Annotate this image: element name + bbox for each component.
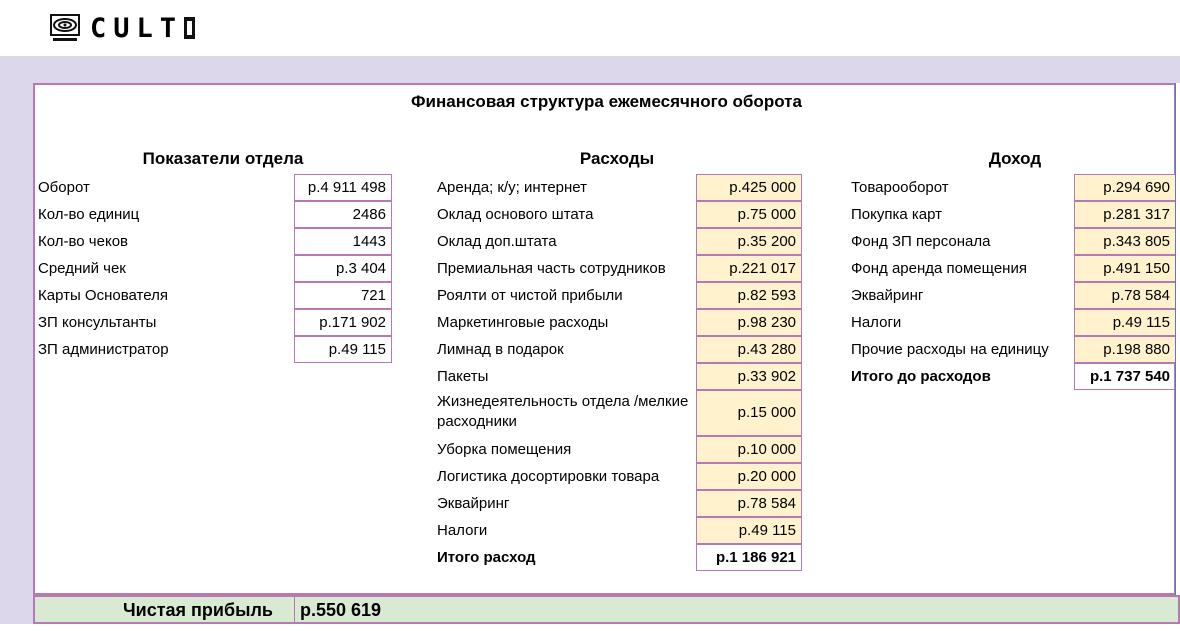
income-heading: Доход — [988, 149, 1042, 168]
department-heading: Показатели отдела — [142, 149, 304, 168]
department-row-value[interactable]: р.3 404 — [294, 255, 392, 282]
department-row-value[interactable]: 1443 — [294, 228, 392, 255]
expenses-row-label: Логистика досортировки товара — [437, 468, 660, 485]
department-row-label: Средний чек — [38, 260, 126, 277]
expenses-row-label: Аренда; к/у; интернет — [437, 179, 588, 196]
expenses-row-value[interactable]: р.78 584 — [696, 490, 802, 517]
expenses-row-label: Жизнедеятельность отдела /мелкие расходники — [437, 393, 689, 430]
expenses-row-value[interactable]: р.82 593 — [696, 282, 802, 309]
income-row-label: Налоги — [851, 314, 902, 331]
expenses-row-label: Налоги — [437, 522, 488, 539]
income-row-value[interactable]: р.281 317 — [1074, 201, 1176, 228]
income-total-label: Итого до расходов — [851, 368, 991, 385]
income-row-value[interactable]: р.491 150 — [1074, 255, 1176, 282]
income-row-label: Прочие расходы на единицу — [851, 341, 1049, 358]
department-row-value[interactable]: р.49 115 — [294, 336, 392, 363]
net-profit-value[interactable]: р.550 619 — [300, 600, 382, 620]
financial-sheet — [33, 83, 1176, 595]
expenses-row-label: Уборка помещения — [437, 441, 572, 458]
expenses-row-value[interactable]: р.43 280 — [696, 336, 802, 363]
department-row-label: ЗП администратор — [38, 341, 169, 358]
expenses-row-value[interactable]: р.98 230 — [696, 309, 802, 336]
income-row-value[interactable]: р.49 115 — [1074, 309, 1176, 336]
income-row-label: Покупка карт — [851, 206, 942, 223]
department-row-label: ЗП консультанты — [38, 314, 157, 331]
sheet-edge — [1175, 83, 1180, 595]
expenses-row-label: Эквайринг — [437, 495, 510, 512]
expenses-heading: Расходы — [579, 149, 655, 168]
department-row-label: Кол-во чеков — [38, 233, 129, 250]
net-profit-divider — [294, 597, 295, 622]
bottom-strip — [0, 624, 1180, 631]
income-row-value[interactable]: р.294 690 — [1074, 174, 1176, 201]
expenses-row-value[interactable]: р.20 000 — [696, 463, 802, 490]
income-row-value[interactable]: р.343 805 — [1074, 228, 1176, 255]
expenses-row-value[interactable]: р.15 000 — [696, 390, 802, 436]
expenses-row-label: Премиальная часть сотрудников — [437, 260, 666, 277]
expenses-total-label: Итого расход — [437, 549, 536, 566]
department-row-value[interactable]: р.171 902 — [294, 309, 392, 336]
logo-wordmark: CULT — [90, 12, 184, 44]
income-row-value[interactable]: р.198 880 — [1074, 336, 1176, 363]
net-profit-bar — [33, 595, 1180, 624]
top-bar — [0, 0, 1180, 57]
logo-emblem-icon — [50, 14, 80, 42]
expenses-row-value[interactable]: р.75 000 — [696, 201, 802, 228]
expenses-total-value[interactable]: р.1 186 921 — [696, 544, 802, 571]
department-row-label: Оборот — [38, 179, 90, 196]
department-row-label: Карты Основателя — [38, 287, 168, 304]
expenses-row-label: Маркетинговые расходы — [437, 314, 609, 331]
expenses-row-label: Роялти от чистой прибыли — [437, 287, 623, 304]
income-row-value[interactable]: р.78 584 — [1074, 282, 1176, 309]
logo-badge-icon — [184, 17, 195, 39]
income-row-label: Фонд ЗП персонала — [851, 233, 991, 250]
expenses-row-value[interactable]: р.49 115 — [696, 517, 802, 544]
expenses-row-label: Оклад основого штата — [437, 206, 594, 223]
expenses-row-value[interactable]: р.33 902 — [696, 363, 802, 390]
net-profit-label: Чистая прибыль — [123, 600, 273, 620]
expenses-row-value[interactable]: р.10 000 — [696, 436, 802, 463]
expenses-row-value[interactable]: р.35 200 — [696, 228, 802, 255]
expenses-row-value[interactable]: р.425 000 — [696, 174, 802, 201]
income-total-value[interactable]: р.1 737 540 — [1074, 363, 1176, 390]
income-row-label: Фонд аренда помещения — [851, 260, 1027, 277]
income-row-label: Эквайринг — [851, 287, 924, 304]
sheet-title: Финансовая структура ежемесячного оборота — [411, 92, 802, 111]
expenses-row-label: Лимнад в подарок — [437, 341, 564, 358]
expenses-row-label: Пакеты — [437, 368, 489, 385]
expenses-row-label: Оклад доп.штата — [437, 233, 557, 250]
department-row-value[interactable]: 721 — [294, 282, 392, 309]
department-row-label: Кол-во единиц — [38, 206, 140, 223]
department-row-value[interactable]: р.4 911 498 — [294, 174, 392, 201]
expenses-row-value[interactable]: р.221 017 — [696, 255, 802, 282]
logo — [50, 12, 195, 44]
department-row-value[interactable]: 2486 — [294, 201, 392, 228]
income-row-label: Товарооборот — [851, 179, 949, 196]
